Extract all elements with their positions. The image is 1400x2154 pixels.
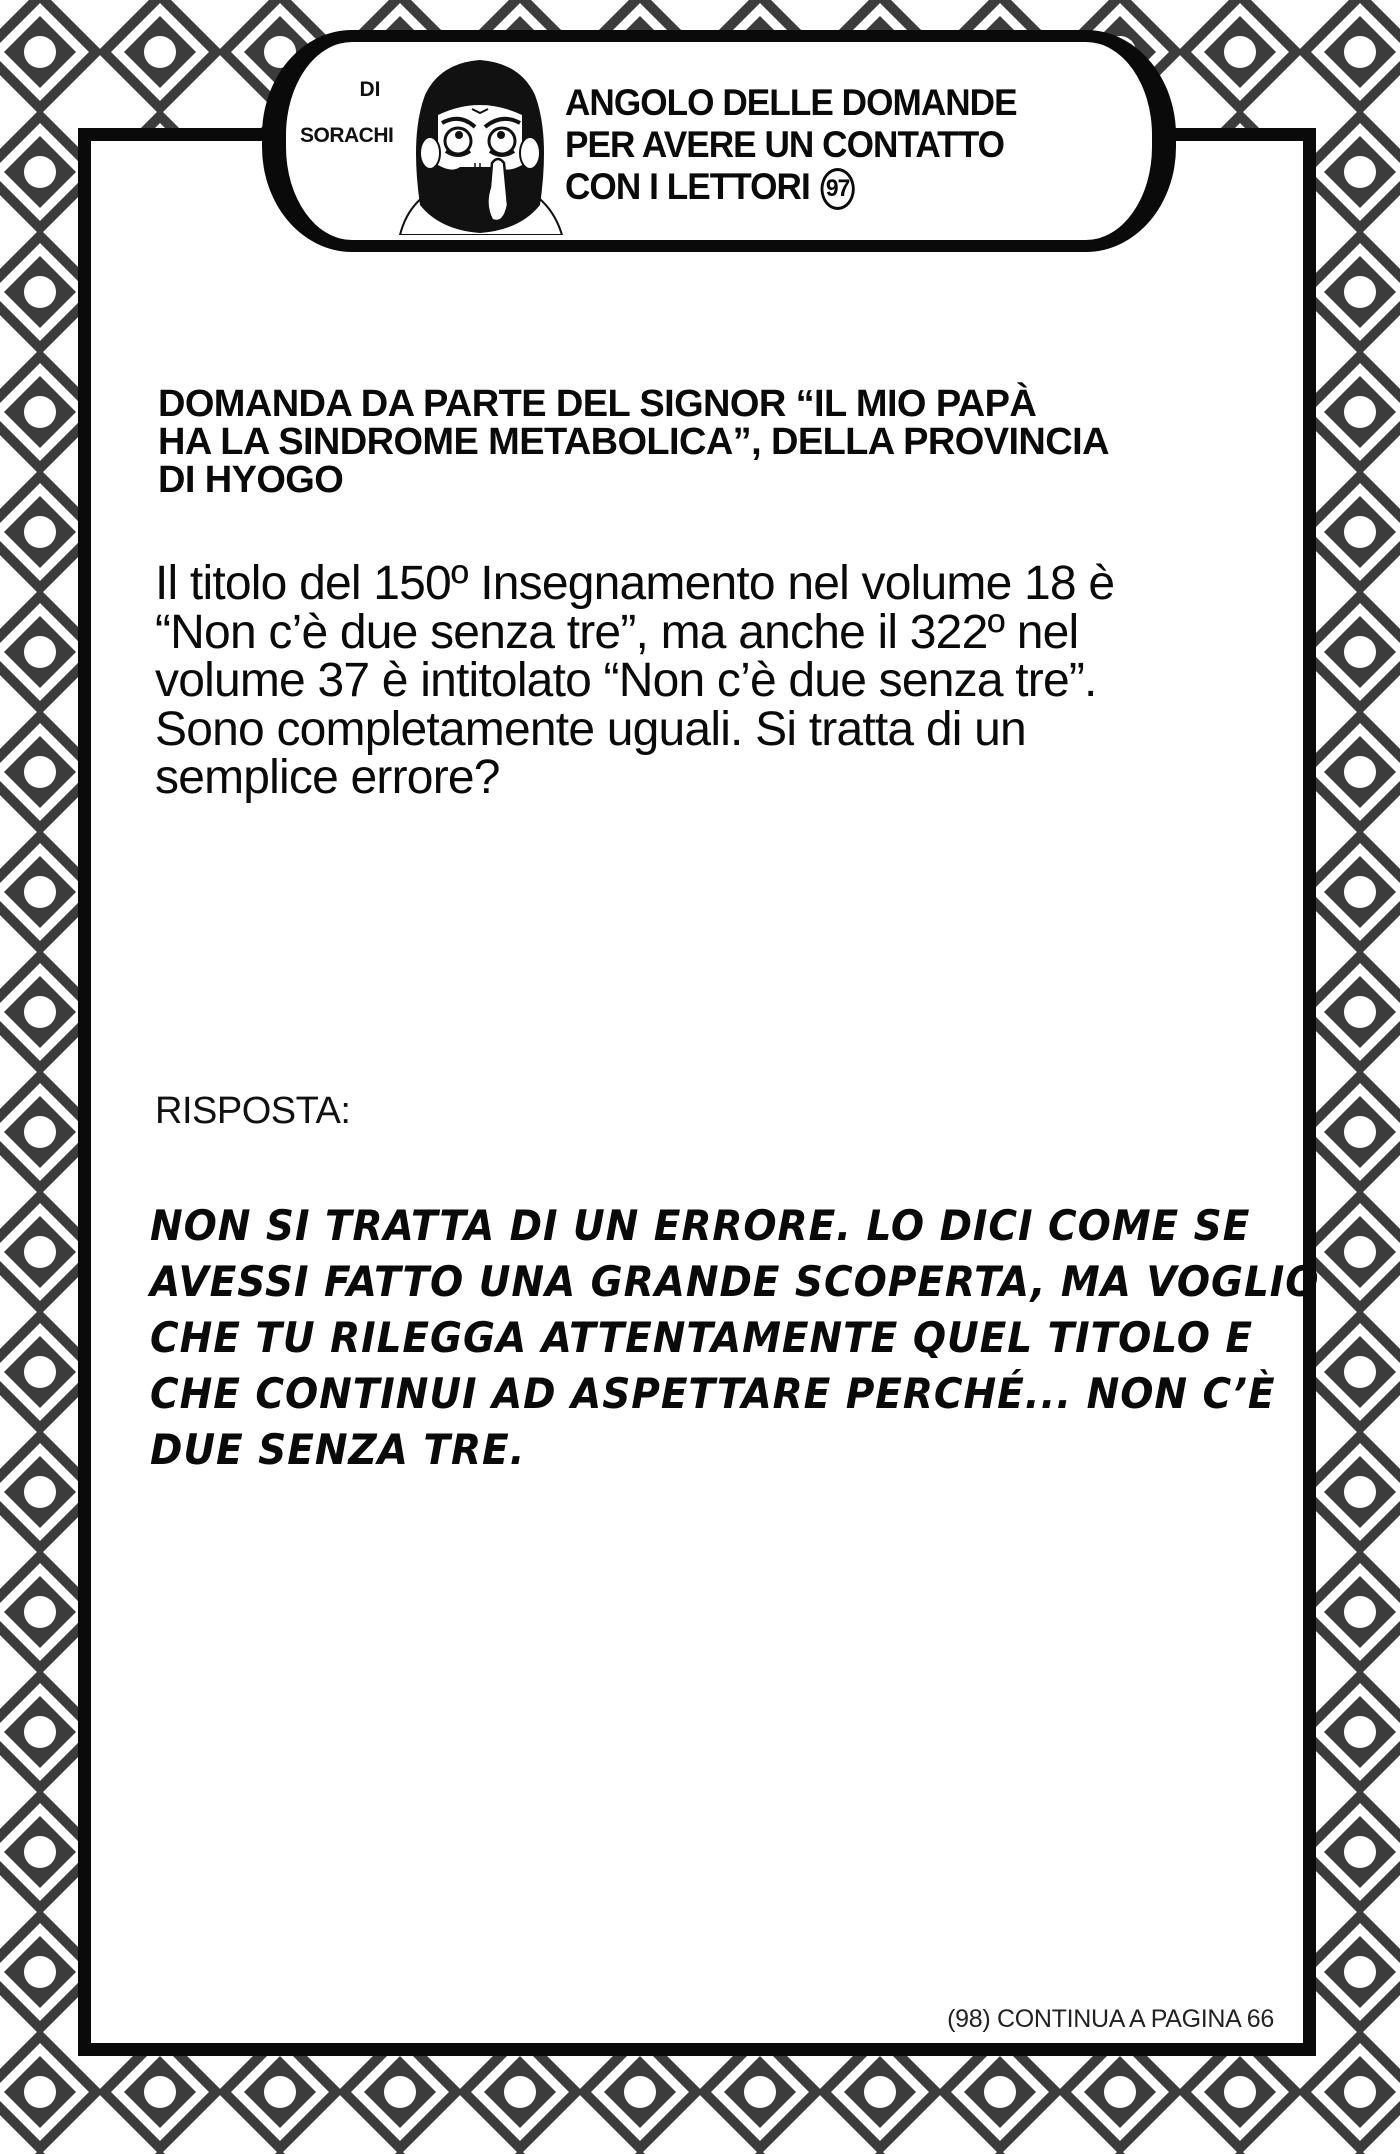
header-title	[565, 82, 1017, 210]
issue-number-badge: 97	[820, 168, 854, 210]
question-heading-line: DI HYOGO	[158, 459, 344, 501]
continuation-note: (98) CONTINUA A PAGINA 66	[947, 2005, 1274, 2033]
author-caricature-icon	[380, 55, 580, 235]
answer-body	[150, 1198, 1320, 1478]
question-body-line: “Non c’è due senza tre”, ma anche il 322º nel	[155, 605, 1079, 659]
question-body-line: Sono completamente uguali. Si tratta di un	[155, 702, 1026, 756]
answer-line: DUE SENZA TRE.	[150, 1425, 526, 1474]
question-body-line: semplice errore?	[155, 751, 500, 804]
answer-line: CHE TU RILEGGA ATTENTAMENTE QUEL TITOLO E	[150, 1313, 1254, 1362]
question-body-line: Il titolo del 150º Insegnamento nel volume 18 è	[155, 557, 1115, 610]
header-title-line-text: CON I LETTORI	[565, 166, 810, 207]
answer-line: NON SI TRATTA DI UN ERRORE. LO DICI COME SE	[150, 1201, 1251, 1250]
answer-label: RISPOSTA:	[155, 1090, 351, 1132]
question-body-line: volume 37 è intitolato “Non c’è due senza tre”.	[155, 654, 1097, 707]
question-heading	[158, 385, 1258, 499]
answer-line: CHE CONTINUI AD ASPETTARE PERCHÉ... NON C’È	[150, 1369, 1276, 1418]
author-name: SORACHI	[300, 124, 394, 147]
question-body	[155, 557, 1275, 804]
answer-line: AVESSI FATTO UNA GRANDE SCOPERTA, MA VOGLIO	[150, 1257, 1320, 1306]
question-heading-line: HA LA SINDROME METABOLICA”, DELLA PROVINCIA	[158, 421, 1109, 463]
header-title-line	[565, 166, 1017, 210]
author-prefix: DI	[359, 78, 381, 101]
header-title-line: ANGOLO DELLE DOMANDE	[565, 82, 1017, 123]
header-title-line: PER AVERE UN CONTATTO	[565, 124, 1004, 165]
question-heading-line: DOMANDA DA PARTE DEL SIGNOR “IL MIO PAPÀ	[158, 383, 1037, 425]
